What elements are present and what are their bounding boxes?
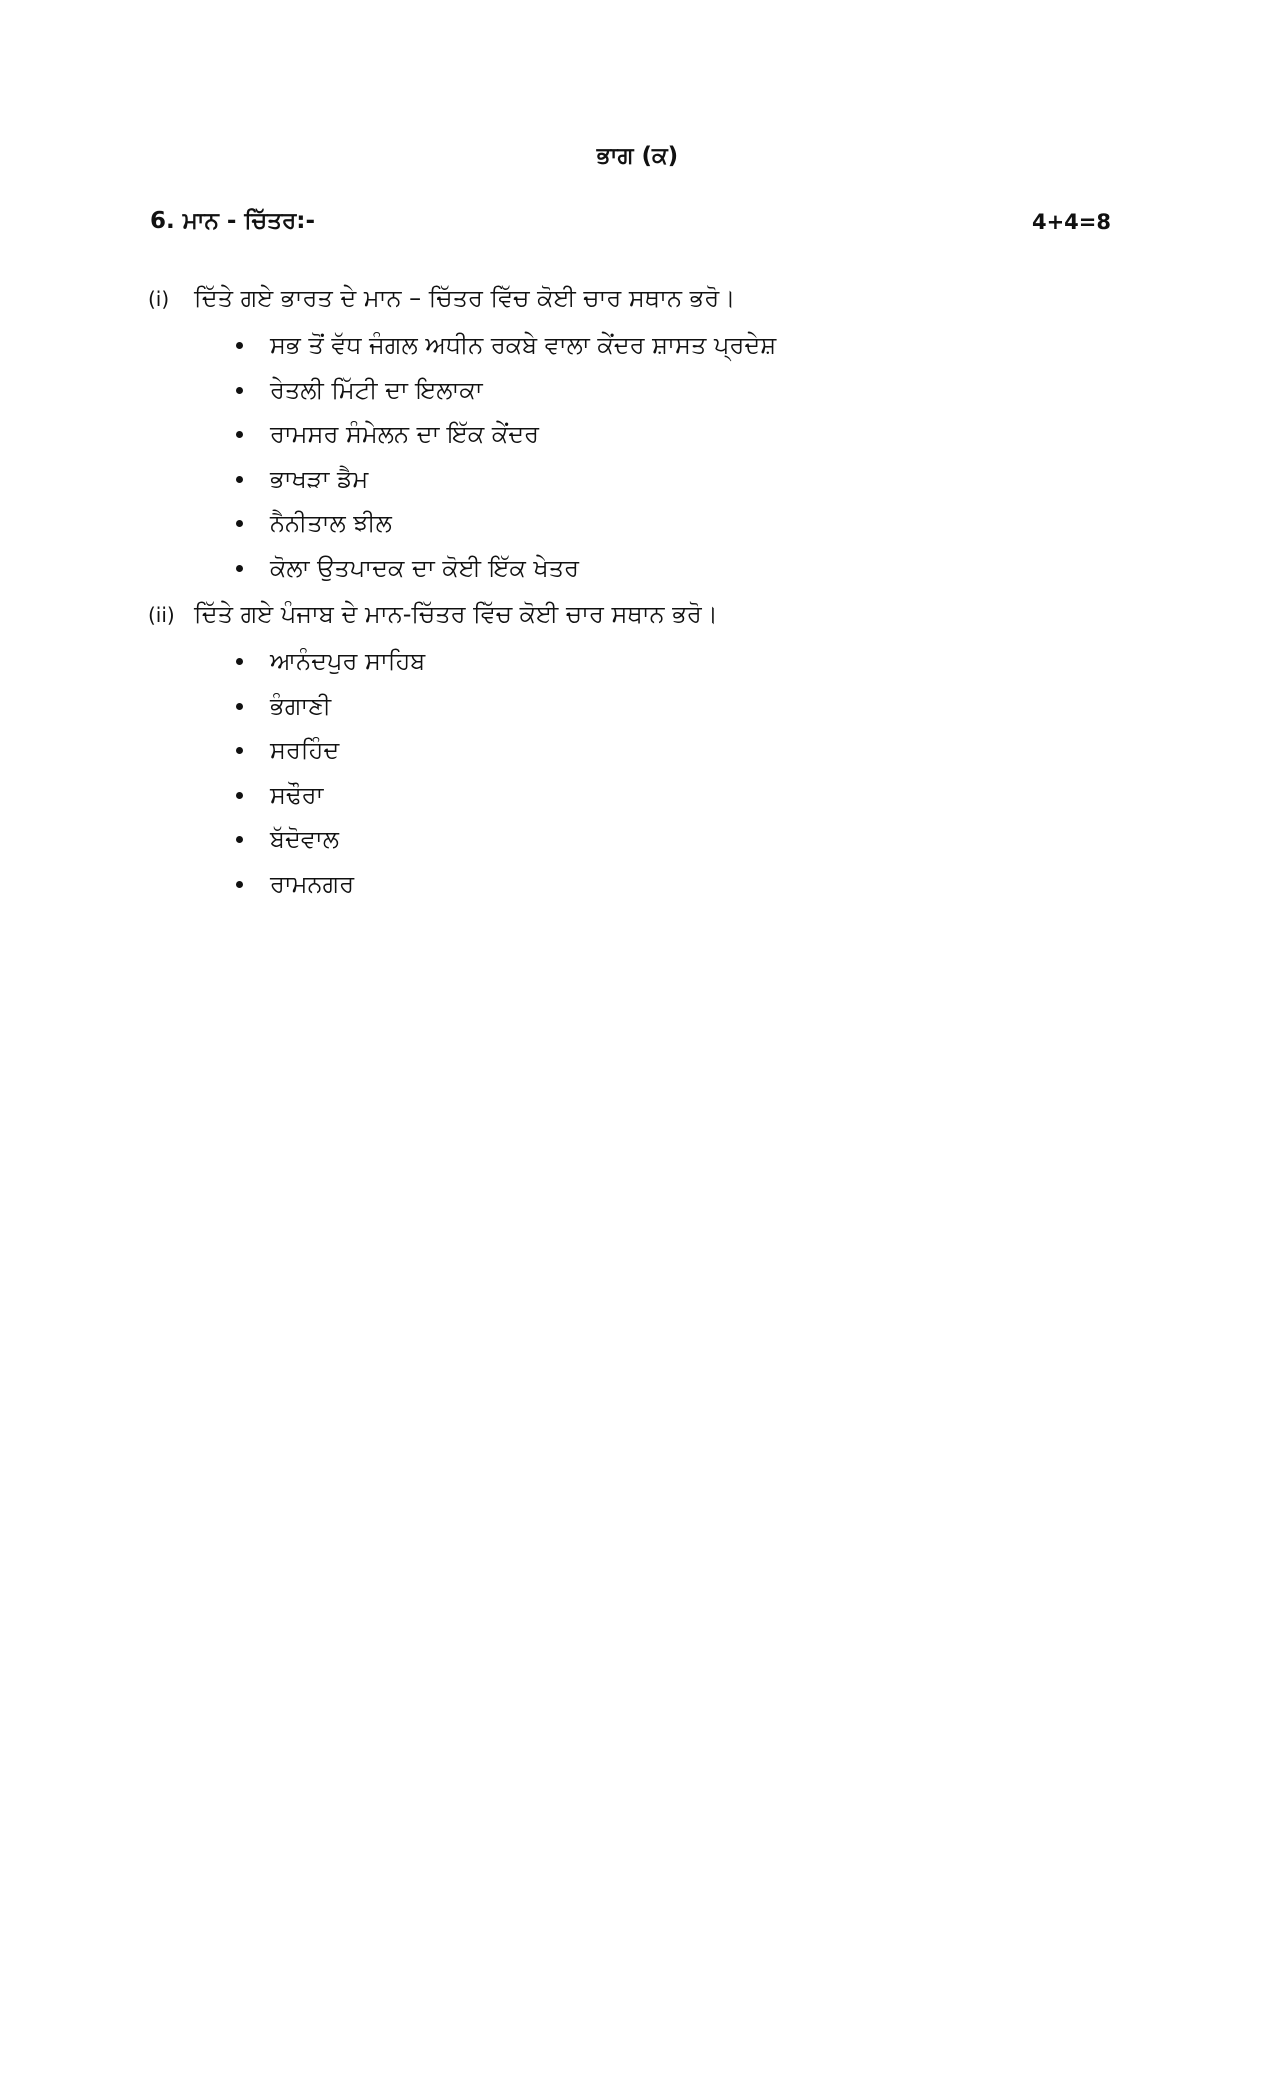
list-item	[148, 371, 1148, 416]
part-instruction-line	[148, 600, 1148, 634]
list-item-text: ਕੋਲਾ ਉਤਪਾਦਕ ਦਾ ਕੋਈ ਇੱਕ ਖੇਤਰ	[270, 553, 579, 582]
bullet-icon	[236, 836, 243, 843]
question-part-ii	[148, 600, 1148, 910]
part-instruction-line	[148, 284, 1148, 318]
list-item	[148, 549, 1148, 594]
list-item-text: ਭੰਗਾਣੀ	[270, 691, 332, 720]
place-list	[148, 642, 1148, 910]
question-title: 6. ਮਾਨ - ਚਿੱਤਰ:-	[150, 208, 316, 234]
list-item-text: ਰਾਮਸਰ ਸੰਮੇਲਨ ਦਾ ਇੱਕ ਕੇਂਦਰ	[270, 420, 540, 449]
bullet-icon	[236, 387, 243, 394]
list-item	[148, 865, 1148, 910]
question-part-i	[148, 284, 1148, 594]
list-item-text: ਰੇਤਲੀ ਮਿੱਟੀ ਦਾ ਇਲਾਕਾ	[270, 375, 483, 404]
list-item-text: ਬੱਦੋਵਾਲ	[270, 825, 339, 854]
bullet-icon	[236, 342, 243, 349]
list-item	[148, 415, 1148, 460]
list-item-text: ਸਢੌਰਾ	[270, 780, 324, 809]
part-instruction: ਦਿੱਤੇ ਗਏ ਭਾਰਤ ਦੇ ਮਾਨ – ਚਿੱਤਰ ਵਿੱਚ ਕੋਈ ਚਾਰ ਸਥਾਨ ਭਰੋ।	[194, 284, 736, 312]
bullet-icon	[236, 520, 243, 527]
list-item-text: ਰਾਮਨਗਰ	[270, 869, 355, 898]
list-item-text: ਸਭ ਤੋਂ ਵੱਧ ਜੰਗਲ ਅਧੀਨ ਰਕਬੇ ਵਾਲਾ ਕੇਂਦਰ ਸ਼ਾਸਤ ਪ੍ਰਦੇਸ਼	[270, 331, 777, 359]
part-number: (ii)	[148, 603, 175, 627]
list-item-text: ਆਨੰਦਪੁਰ ਸਾਹਿਬ	[270, 647, 426, 675]
section-heading: ਭਾਗ (ਕ)	[596, 143, 679, 169]
list-item	[148, 820, 1148, 865]
bullet-icon	[236, 881, 243, 888]
bullet-icon	[236, 431, 243, 438]
bullet-icon	[236, 792, 243, 799]
question-marks: 4+4=8	[1031, 210, 1111, 234]
list-item	[148, 642, 1148, 687]
list-item-text: ਸਰਹਿੰਦ	[270, 736, 340, 765]
list-item	[148, 326, 1148, 371]
bullet-icon	[236, 747, 243, 754]
part-instruction: ਦਿੱਤੇ ਗਏ ਪੰਜਾਬ ਦੇ ਮਾਨ-ਚਿੱਤਰ ਵਿੱਚ ਕੋਈ ਚਾਰ ਸਥਾਨ ਭਰੋ।	[194, 600, 718, 628]
bullet-icon	[236, 703, 243, 710]
part-number: (i)	[148, 287, 170, 311]
place-list	[148, 326, 1148, 594]
bullet-icon	[236, 565, 243, 572]
list-item	[148, 460, 1148, 505]
list-item	[148, 504, 1148, 549]
list-item	[148, 687, 1148, 732]
list-item-text: ਭਾਖੜਾ ਡੈਮ	[270, 464, 369, 493]
list-item	[148, 731, 1148, 776]
list-item-text: ਨੈਨੀਤਾਲ ਝੀਲ	[270, 509, 392, 538]
list-item	[148, 776, 1148, 821]
bullet-icon	[236, 476, 243, 483]
bullet-icon	[236, 658, 243, 665]
